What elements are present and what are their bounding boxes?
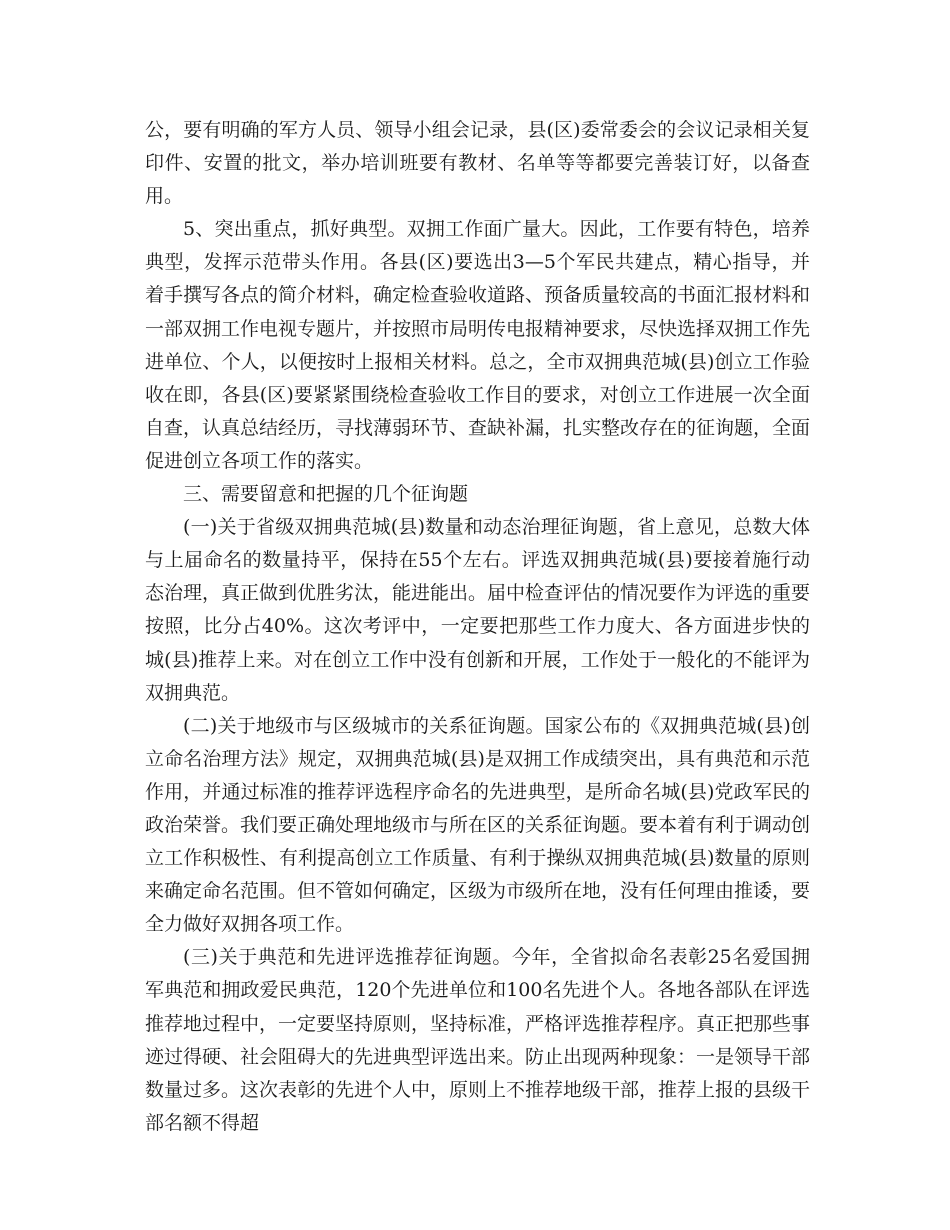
paragraph-continuation: 公，要有明确的军方人员、领导小组会记录，县(区)委常委会的会议记录相关复印件、安置的批文，举办培训班要有教材、名单等等都要完善装订好，以备查用。 [145,119,810,208]
section-heading-three: 三、需要留意和把握的几个征询题 [183,483,469,506]
paragraph-item-three: (三)关于典范和先进评选推荐征询题。今年，全省拟命名表彰25名爱国拥军典范和拥政爱民典范，120个先进单位和100名先进个人。各地各部队在评选推荐地过程中，一定要坚持原则，坚持标准，严格评选推荐程序。真正把那些事迹过得硬、社会阻碍大的先进典型评选出来。防止出现两种现象：一是领导干部数量过多。这次表彰的先进个人中，原则上不推荐地级干部，推荐上报的县级干部名额不得超 [145,946,811,1134]
paragraph-item-two: (二)关于地级市与区级城市的关系征询题。国家公布的《双拥典范城(县)创立命名治理方法》规定，双拥典范城(县)是双拥工作成绩突出，具有典范和示范作用，并通过标准的推荐评选程序命名的先进典型，是所命名城(县)党政军民的政治荣誉。我们要正确处理地级市与所在区的关系征询题。要本着有利于调动创立工作积极性、有利提高创立工作质量、有利于操纵双拥典范城(县)数量的原则来确定命名范围。但不管如何确定，区级为市级所在地，没有任何理由推诿，要全力做好双拥各项工作。 [145,714,811,936]
paragraph-highlight-key-points: 5、突出重点，抓好典型。双拥工作面广量大。因此，工作要有特色，培养典型，发挥示范带头作用。各县(区)要选出3—5个军民共建点，精心指导，并着手撰写各点的简介材料，确定检查验收道路、预备质量较高的书面汇报材料和一部双拥工作电视专题片，并按照市局明传电报精神要求，尽快选择双拥工作先进单位、个人，以便按时上报相关材料。总之，全市双拥典范城(县)创立工作验收在即，各县(区)要紧紧围绕检查验收工作目的要求，对创立工作进展一次全面自查，认真总结经历，寻找薄弱环节、查缺补漏，扎实整改存在的征询题，全面促进创立各项工作的落实。 [145,218,811,472]
paragraph-item-one: (一)关于省级双拥典范城(县)数量和动态治理征询题，省上意见，总数大体与上届命名的数量持平，保持在55个左右。评选双拥典范城(县)要接着施行动态治理，真正做到优胜劣汰，能进能出。届中检查评估的情况要作为评选的重要按照，比分占40%。这次考评中，一定要把那些工作力度大、各方面进步快的城(县)推荐上来。对在创立工作中没有创新和开展，工作处于一般化的不能评为双拥典范。 [145,516,811,704]
document-body [145,114,810,1140]
